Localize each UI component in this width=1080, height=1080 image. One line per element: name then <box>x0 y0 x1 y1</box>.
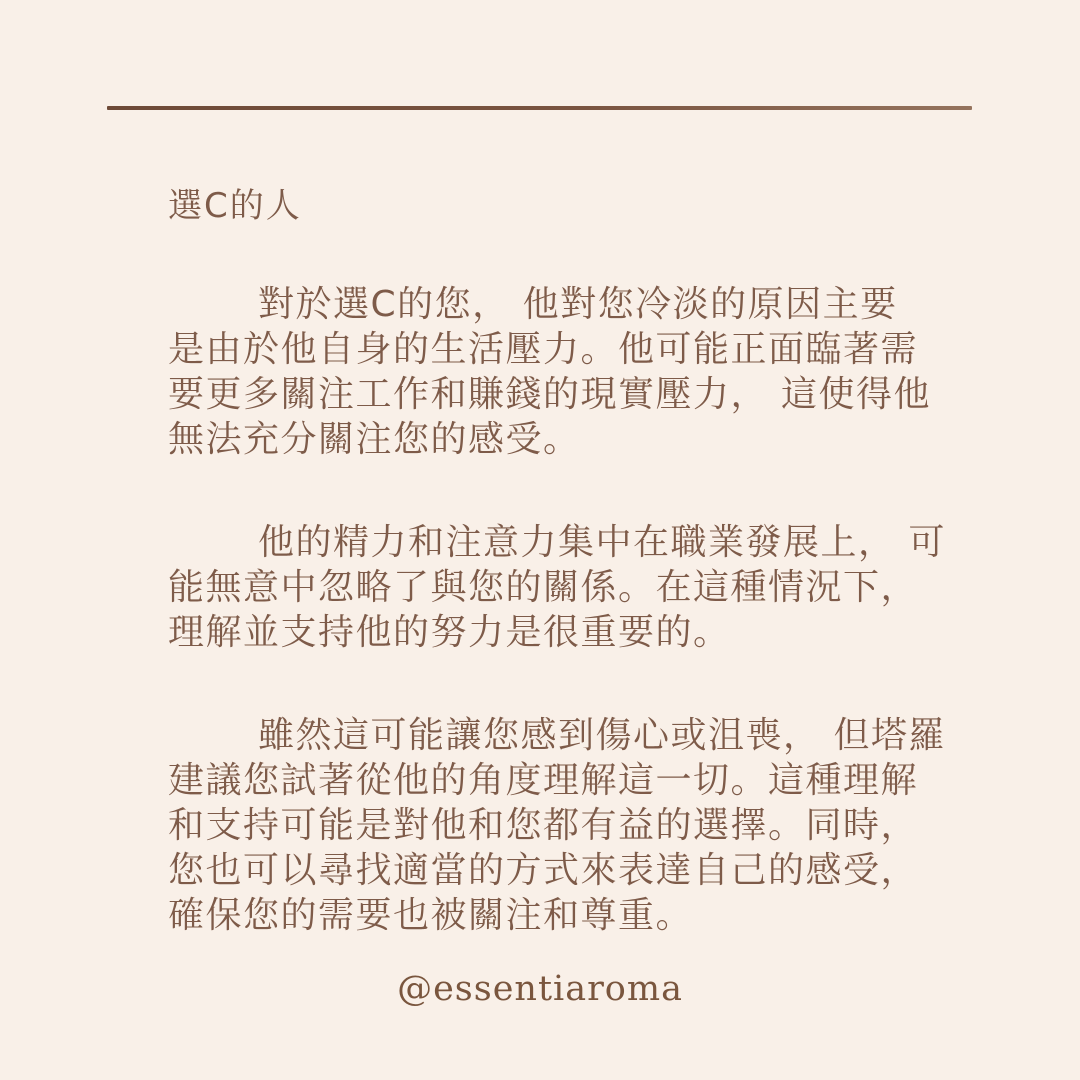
text-line: 要更多關注工作和賺錢的現實壓力， 這使得他 <box>168 374 931 415</box>
text-line: 理解並支持他的努力是很重要的。 <box>168 612 731 653</box>
text-line: 您也可以尋找適當的方式來表達自己的感受， <box>168 850 919 891</box>
paragraph <box>168 520 958 655</box>
top-divider <box>107 106 972 110</box>
text-line: 是由於他自身的生活壓力。他可能正面臨著需 <box>168 329 919 370</box>
text-line: 和支持可能是對他和您都有益的選擇。同時， <box>168 805 919 846</box>
paragraph <box>168 282 958 462</box>
paragraph <box>168 713 958 938</box>
text-line: 無法充分關注您的感受。 <box>168 419 581 460</box>
text-line: 對於選C的您， 他對您冷淡的原因主要 <box>258 284 898 325</box>
text-line: 他的精力和注意力集中在職業發展上， 可 <box>258 522 946 563</box>
post-heading: 選C的人 <box>168 186 302 226</box>
account-handle: @essentiaroma <box>397 969 683 1009</box>
text-line: 雖然這可能讓您感到傷心或沮喪， 但塔羅 <box>258 715 946 756</box>
text-line: 能無意中忽略了與您的關係。在這種情況下， <box>168 567 919 608</box>
text-line: 建議您試著從他的角度理解這一切。這種理解 <box>168 760 919 801</box>
text-line: 確保您的需要也被關注和尊重。 <box>168 895 694 936</box>
post-body <box>168 282 958 996</box>
